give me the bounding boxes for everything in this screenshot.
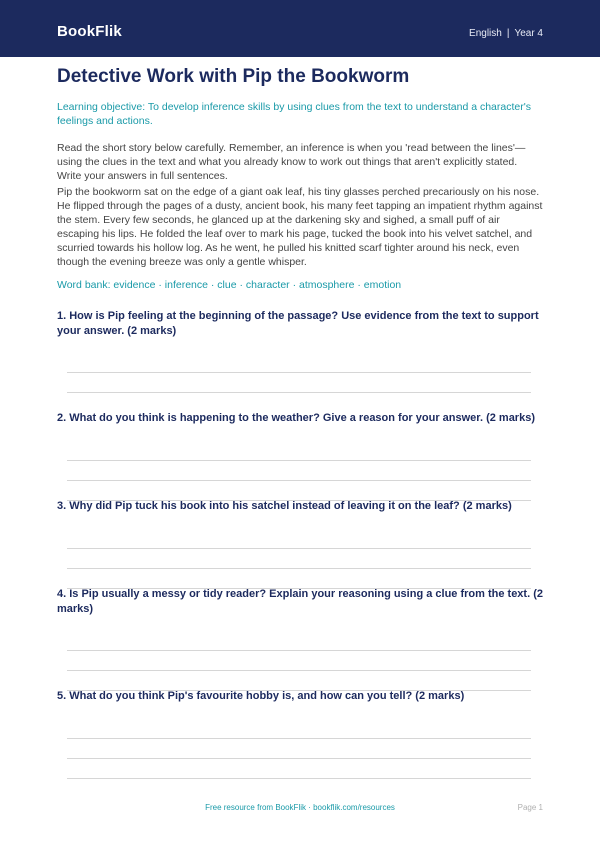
answer-line[interactable] xyxy=(67,392,531,393)
page-header xyxy=(0,0,600,57)
answer-line[interactable] xyxy=(67,650,531,651)
learning-objective: Learning objective: To develop inference skills by using clues from the text to understand a character's feelings and actions. xyxy=(57,101,531,127)
subject-label: English xyxy=(469,28,502,39)
answer-line[interactable] xyxy=(67,738,531,739)
answer-line[interactable] xyxy=(67,480,531,481)
question-5: 5. What do you think Pip's favourite hobby is, and how can you tell? (2 marks) xyxy=(57,690,465,702)
page-number: Page 1 xyxy=(517,803,543,812)
question-3: 3. Why did Pip tuck his book into his satchel instead of leaving it on the leaf? (2 marks) xyxy=(57,500,512,512)
question-2: 2. What do you think is happening to the weather? Give a reason for your answer. (2 marks) xyxy=(57,412,535,424)
footer-credit: Free resource from BookFlik · bookflik.com/resources xyxy=(205,803,395,812)
answer-line[interactable] xyxy=(67,460,531,461)
answer-line[interactable] xyxy=(67,372,531,373)
instructions-paragraph: Read the short story below carefully. Remember, an inference is when you 'read between the lines'—using the clues in the text and what you already know to work out things that aren't explicitly stated. Write your answers in full sentences. xyxy=(57,142,526,182)
answer-line[interactable] xyxy=(67,548,531,549)
page-title: Detective Work with Pip the Bookworm xyxy=(57,66,410,87)
answer-line[interactable] xyxy=(67,568,531,569)
answer-line[interactable] xyxy=(67,670,531,671)
answer-line[interactable] xyxy=(67,758,531,759)
brand-logo-text: BookFlik xyxy=(57,23,122,40)
story-passage: Pip the bookworm sat on the edge of a giant oak leaf, his tiny glasses perched precariously on his nose. He flipped through the pages of a dusty, ancient book, his many feet tapping an impatient rhythm against the stem. Every few seconds, he glanced up at the darkening sky and sighed, a small puff of air escaping his lips. He folded the leaf over to mark his page, tucked the book into his velvet satchel, and scurried towards his hollow log. As he went, he pulled his knitted scarf tighter around his neck, even though the evening breeze was only a gentle whisper. xyxy=(57,186,543,268)
answer-line[interactable] xyxy=(67,778,531,779)
question-1: 1. How is Pip feeling at the beginning of the passage? Use evidence from the text to support your answer. (2 marks) xyxy=(57,310,539,337)
year-label: Year 4 xyxy=(514,28,543,39)
question-4: 4. Is Pip usually a messy or tidy reader? Explain your reasoning using a clue from the text. (2 marks) xyxy=(57,588,543,615)
subject-year-label xyxy=(469,28,543,39)
header-separator: | xyxy=(506,28,510,39)
word-bank: Word bank: evidence · inference · clue · character · atmosphere · emotion xyxy=(57,279,402,291)
